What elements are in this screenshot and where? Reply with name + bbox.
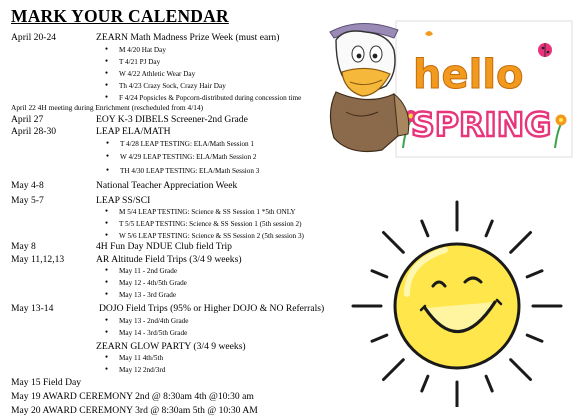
calendar-entry: [11, 303, 331, 314]
spring-word: SPRING: [411, 105, 552, 144]
calendar-entry: [11, 126, 331, 137]
eagle-mascot-illustration: [320, 16, 412, 166]
sun-ray: [511, 233, 531, 253]
entry-description: 4H Fun Day NDUE Club field Trip: [96, 241, 232, 252]
entry-description: EOY K-3 DIBELS Screener-2nd Grade: [96, 114, 248, 125]
note-line: April 22 4H meeting during Enrichment (rescheduled from 4/14): [11, 103, 204, 112]
calendar-entry: [11, 195, 331, 206]
list-item: ● May 12 - 4th/5th Grade: [119, 279, 187, 287]
calendar-entry: [11, 405, 331, 416]
entry-date: April 20-24: [11, 32, 57, 43]
list-item: ● T 5/5 LEAP TESTING: Science & SS Session 1 (5th session 2): [119, 220, 302, 228]
calendar-entry: [11, 377, 331, 388]
list-item: ● May 14 - 3rd/5th Grade: [119, 329, 187, 337]
list-item: ● T 4/21 PJ Day: [119, 58, 160, 66]
calendar-entry: [11, 32, 331, 43]
sun-ray: [422, 376, 428, 391]
list-item: ● TH 4/30 LEAP TESTING: ELA/Math Session 3: [120, 167, 259, 175]
entry-date: May 15 Field Day: [11, 377, 82, 388]
page-title: MARK YOUR CALENDAR: [11, 6, 229, 26]
sun-ray: [527, 271, 542, 277]
calendar-entry: [11, 254, 331, 265]
sun-ray: [486, 221, 492, 236]
entry-description: DOJO Field Trips (95% or Higher DOJO & NO Referrals): [99, 303, 325, 314]
entry-description: LEAP SS/SCI: [96, 195, 151, 206]
hello-spring-illustration: [395, 20, 573, 158]
entry-date: May 20 AWARD CEREMONY 3rd @ 8:30am 5th @ 10:30 AM: [11, 405, 258, 416]
hello-word: hello: [413, 52, 524, 98]
calendar-entry: [11, 391, 331, 402]
list-item: ● May 11 4th/5th: [119, 354, 163, 362]
list-item: ● M 4/20 Hat Day: [119, 46, 166, 54]
sun-ray: [422, 221, 428, 236]
sun-ray: [384, 233, 404, 253]
entry-description: AR Altitude Field Trips (3/4 9 weeks): [96, 254, 242, 265]
calendar-entry: [11, 341, 331, 352]
sun-ray: [527, 335, 542, 341]
list-item: ● W 5/6 LEAP TESTING: Science & SS Session 2 (5th session 3): [119, 232, 304, 240]
list-item: ● F 4/24 Popsicles & Popcorn-distributed during concession time: [119, 94, 301, 102]
entry-description: National Teacher Appreciation Week: [96, 180, 238, 191]
list-item: ● May 13 - 2nd/4th Grade: [119, 317, 188, 325]
smiling-sun-illustration: [335, 182, 565, 407]
sun-ray: [372, 335, 387, 341]
sun-ray: [511, 360, 531, 380]
sun-ray: [384, 360, 404, 380]
calendar-entry: [11, 114, 331, 125]
entry-date: April 28-30: [11, 126, 57, 137]
entry-date: May 8: [11, 241, 36, 252]
list-item: ● May 11 - 2nd Grade: [119, 267, 177, 275]
entry-date: May 4-8: [11, 180, 44, 191]
entry-date: April 27: [11, 114, 44, 125]
entry-description: ZEARN GLOW PARTY (3/4 9 weeks): [96, 341, 246, 352]
list-item: ● Th 4/23 Crazy Sock, Crazy Hair Day: [119, 82, 226, 90]
list-item: ● May 13 - 3rd Grade: [119, 291, 176, 299]
list-item: ● T 4/28 LEAP TESTING: ELA/Math Session 1: [120, 140, 254, 148]
calendar-entry: [11, 241, 331, 252]
entry-date: May 5-7: [11, 195, 44, 206]
list-item: ● W 4/29 LEAP TESTING: ELA/Math Session 2: [120, 153, 256, 161]
calendar-entry: [11, 180, 331, 191]
entry-date: May 11,12,13: [11, 254, 65, 265]
list-item: ● W 4/22 Athletic Wear Day: [119, 70, 195, 78]
entry-description: LEAP ELA/MATH: [96, 126, 171, 137]
sun-ray: [486, 376, 492, 391]
list-item: ● M 5/4 LEAP TESTING: Science & SS Session 1 *5th ONLY: [119, 208, 296, 216]
entry-date: May 13-14: [11, 303, 54, 314]
sun-ray: [372, 271, 387, 277]
list-item: ● May 12 2nd/3rd: [119, 366, 165, 374]
entry-date: May 19 AWARD CEREMONY 2nd @ 8:30am 4th @10:30 am: [11, 391, 254, 402]
entry-description: ZEARN Math Madness Prize Week (must earn): [96, 32, 280, 43]
